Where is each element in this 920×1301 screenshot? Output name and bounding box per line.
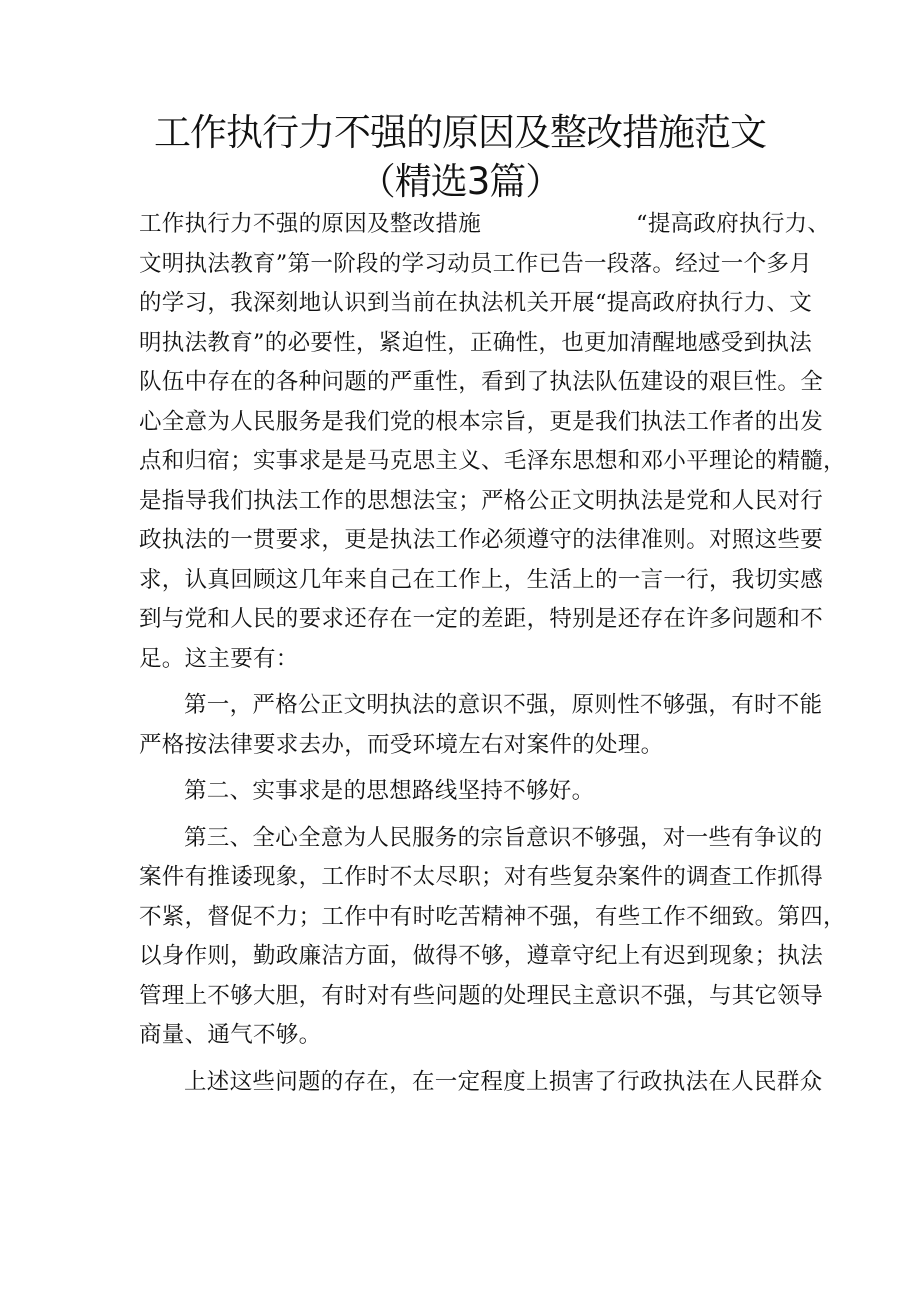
text-line: 政执法的一贯要求，更是执法工作必须遵守的法律准则。对照这些要 (139, 527, 824, 553)
text-line: 求，认真回顾这几年来自己在工作上，生活上的一言一行，我切实感 (139, 566, 824, 593)
text-line: 明执法教育”的必要性，紧迫性，正确性，也更加清醒地感受到执法 (139, 329, 813, 356)
intro-line (139, 205, 831, 245)
intro-right-text: “提高政府执行力、 (636, 211, 831, 237)
text-line: 严格按法律要求去办，而受环境左右对案件的处理。 (139, 731, 664, 758)
text-line: 管理上不够大胆，有时对有些问题的处理民主意识不强，与其它领导 (139, 982, 824, 1009)
text-line: 心全意为人民服务是我们党的根本宗旨，更是我们执法工作者的出发 (139, 408, 824, 435)
text-line: 上述这些问题的存在，在一定程度上损害了行政执法在人民群众 (184, 1068, 823, 1095)
text-line: 队伍中存在的各种问题的严重性，看到了执法队伍建设的艰巨性。全 (139, 369, 824, 395)
paragraph-2 (139, 686, 823, 765)
text-line: 第一，严格公正文明执法的意识不强，原则性不够强，有时不能 (184, 692, 823, 718)
text-line: 点和归宿；实事求是是马克思主义、毛泽东思想和邓小平理论的精髓， (139, 448, 846, 474)
intro-left-text: 工作执行力不强的原因及整改措施 (139, 211, 482, 237)
paragraph-3 (139, 772, 789, 812)
document-body (139, 205, 846, 1102)
text-line: 是指导我们执法工作的思想法宝；严格公正文明执法是党和人民对行 (139, 487, 824, 514)
text-line: 案件有推诿现象，工作时不太尽职；对有些复杂案件的调查工作抓得 (139, 864, 824, 890)
text-line: 不紧，督促不力；工作中有时吃苦精神不强，有些工作不细致。第四， (139, 903, 846, 930)
text-line: 足。这主要有： (139, 645, 299, 672)
text-line: 以身作则，勤政廉洁方面，做得不够，遵章守纪上有迟到现象；执法 (139, 943, 824, 969)
text-line: 第三、全心全意为人民服务的宗旨意识不够强，对一些有争议的 (184, 824, 823, 851)
paragraph-5 (139, 1063, 823, 1103)
text-line: 商量、通气不够。 (139, 1022, 322, 1048)
paragraph-1 (139, 245, 846, 680)
text-line: 文明执法教育”第一阶段的学习动员工作已告一段落。经过一个多月 (139, 250, 813, 277)
text-line: 的学习，我深刻地认识到当前在执法机关开展“提高政府执行力、文 (139, 290, 813, 316)
text-line: 第二、实事求是的思想路线坚持不够好。 (184, 778, 595, 804)
text-line: 到与党和人民的要求还存在一定的差距，特别是还存在许多问题和不 (139, 606, 824, 632)
document-title: 工作执行力不强的原因及整改措施范文（精选3篇） (154, 111, 766, 203)
paragraph-4 (139, 819, 846, 1056)
